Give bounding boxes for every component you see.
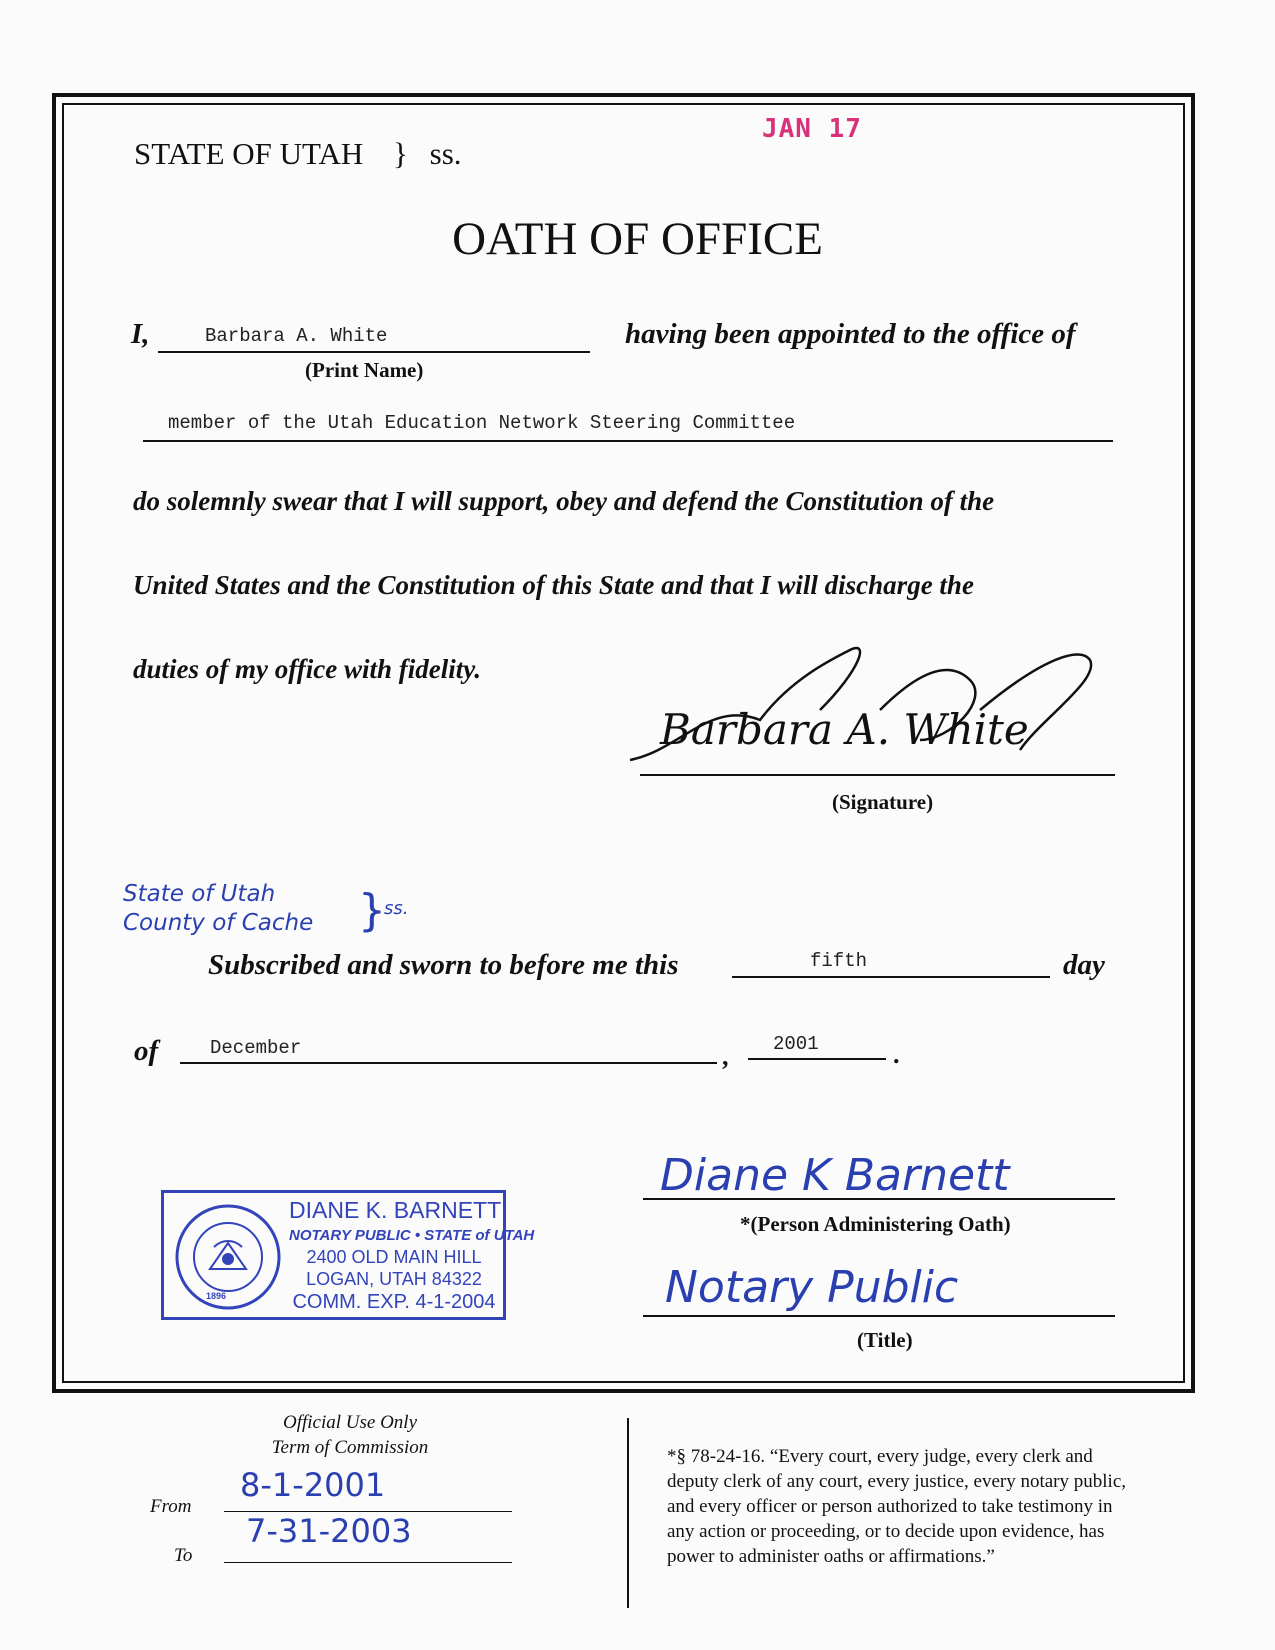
title-caption: (Title) [857, 1328, 913, 1352]
state-seal-icon [174, 1203, 282, 1311]
month-value: December [210, 1037, 302, 1059]
notary-commission: COMM. EXP. 4-1-2004 [292, 1291, 496, 1313]
i-label: I, [131, 318, 150, 350]
ss-label: ss. [429, 136, 462, 171]
from-label: From [150, 1496, 192, 1517]
official-use-heading [230, 1410, 470, 1460]
day-value: fifth [810, 950, 868, 972]
administrator-signature: Diane K Barnett [660, 1150, 1010, 1201]
statute-footnote [667, 1444, 1126, 1569]
page-title: OATH OF OFFICE [452, 213, 823, 265]
title-line [643, 1315, 1115, 1317]
month-line [180, 1062, 717, 1064]
office-value: member of the Utah Education Network Steering Committee [168, 412, 796, 434]
year-line [748, 1058, 886, 1060]
oath-line-1: do solemnly swear that I will support, obey and defend the Constitution of the [133, 486, 995, 516]
applicant-signature: Barbara A. White [660, 705, 1029, 754]
signature-line [640, 774, 1115, 776]
day-label: day [1063, 949, 1105, 981]
venue-ss: ss. [384, 898, 409, 919]
signature-caption: (Signature) [832, 790, 934, 814]
subscribed-text: Subscribed and sworn to before me this [208, 949, 679, 981]
footnote-line-1: *§ 78-24-16. “Every court, every judge, every clerk and [667, 1446, 1093, 1467]
appointed-text: having been appointed to the office of [625, 318, 1076, 350]
venue-county: County of Cache [123, 910, 314, 936]
print-name-caption: (Print Name) [305, 358, 424, 382]
oath-line-3: duties of my office with fidelity. [133, 654, 481, 684]
venue-note [123, 880, 313, 938]
print-name-line [158, 351, 590, 353]
notary-name: DIANE K. BARNETT [289, 1197, 502, 1223]
to-label: To [174, 1545, 193, 1566]
notary-address-2: LOGAN, UTAH 84322 [306, 1269, 482, 1289]
of-label: of [134, 1035, 159, 1067]
to-value: 7-31-2003 [246, 1512, 412, 1550]
comma: , [722, 1042, 729, 1071]
seal-year: 1896 [206, 1291, 227, 1301]
footnote-line-2: deputy clerk of any court, every justice, every notary public, [667, 1471, 1126, 1492]
venue-brace: } [358, 885, 386, 936]
footnote-line-5: power to administer oaths or affirmations.” [667, 1546, 995, 1567]
administrator-caption: *(Person Administering Oath) [740, 1212, 1011, 1236]
from-value: 8-1-2001 [240, 1466, 386, 1504]
office-line [143, 440, 1113, 442]
print-name-value: Barbara A. White [205, 325, 388, 347]
notary-stamp [161, 1190, 535, 1320]
state-label: STATE OF UTAH [134, 136, 364, 171]
year-value: 2001 [773, 1033, 819, 1055]
day-line [732, 976, 1050, 978]
notary-title: NOTARY PUBLIC • STATE of UTAH [289, 1227, 535, 1244]
venue-state: State of Utah [123, 881, 276, 907]
vertical-divider [627, 1418, 629, 1608]
brace: } [393, 136, 408, 171]
notary-address-1: 2400 OLD MAIN HILL [306, 1247, 482, 1267]
state-heading [134, 136, 462, 172]
received-stamp: JAN 17 [762, 114, 862, 144]
administrator-line [643, 1198, 1115, 1200]
to-line [224, 1562, 512, 1563]
footnote-line-3: and every officer or person authorized to take testimony in [667, 1496, 1113, 1517]
title-handwritten: Notary Public [665, 1262, 959, 1313]
official-use-label: Official Use Only [282, 1412, 418, 1433]
term-of-commission-label: Term of Commission [271, 1437, 429, 1458]
footnote-line-4: any action or proceeding, or to decide upon evidence, has [667, 1521, 1105, 1542]
period: . [893, 1040, 900, 1069]
oath-line-2: United States and the Constitution of this State and that I will discharge the [133, 570, 974, 600]
